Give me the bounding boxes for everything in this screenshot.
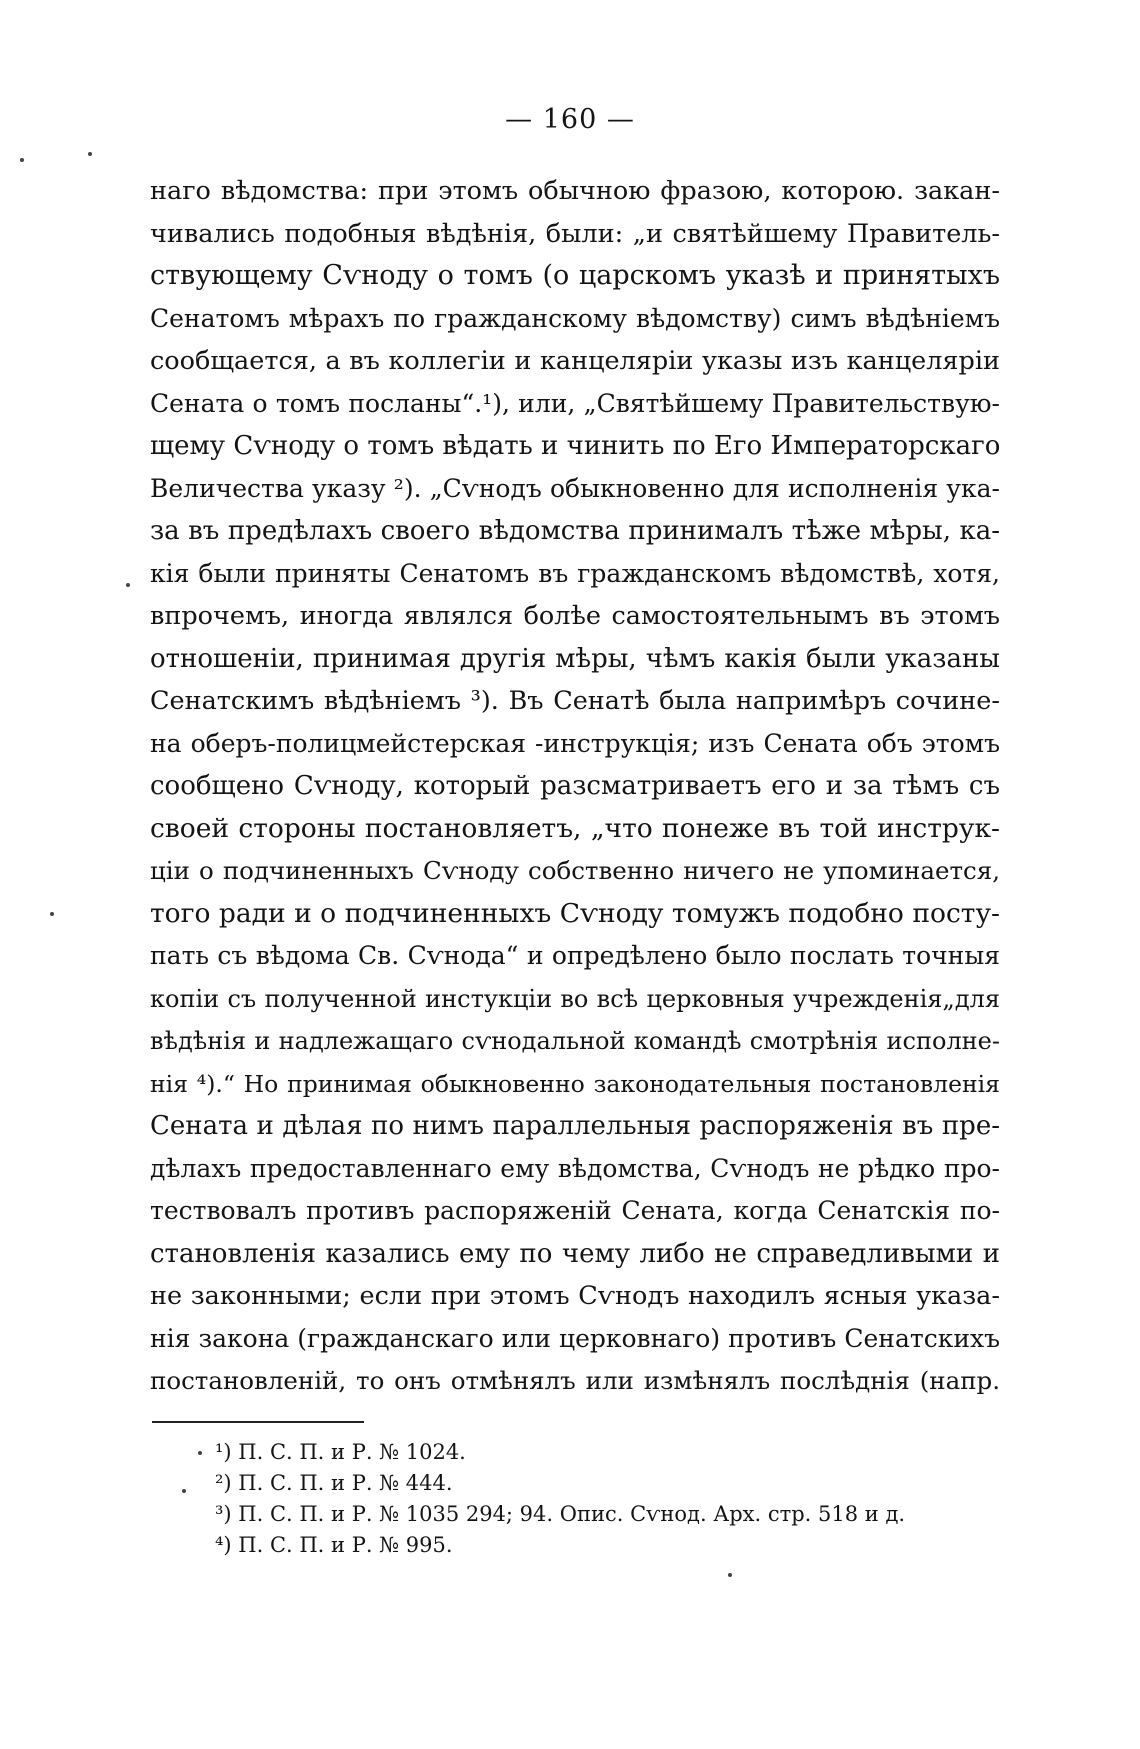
text-line: ствующему Сѵноду о томъ (о царскомъ указѣ и принятыхъ <box>150 260 1000 291</box>
text-line: своей стороны постановляетъ, „что понеже въ той инструк- <box>150 812 1000 844</box>
footnote-1: ¹) П. С. П. и Р. № 1024. <box>215 1440 466 1464</box>
text-line: щему Сѵноду о томъ вѣдать и чинить по Его Императорскаго <box>150 431 1001 461</box>
scan-speck <box>88 152 92 156</box>
footnote-divider <box>152 1421 364 1423</box>
text-line: того ради и о подчиненныхъ Сѵноду томужъ подобно посту- <box>150 897 1000 929</box>
text-line: ціи о подчиненныхъ Сѵноду собственно ничего не упоминается, <box>150 856 1000 885</box>
text-line: кія были приняты Сенатомъ въ гражданскомъ вѣдомствѣ, хотя, <box>150 558 1000 588</box>
text-line: вѣдѣнія и надлежащаго сѵнодальной командѣ смотрѣнія исполне- <box>150 1027 1000 1055</box>
text-line: постановленій, то онъ отмѣнялъ или измѣнялъ послѣднія (напр. <box>150 1366 1000 1395</box>
main-text-block <box>150 170 1000 1403</box>
text-line: пать съ вѣдома Св. Сѵнода“ и опредѣлено было послать точныя <box>150 941 1000 970</box>
text-line: дѣлахъ предоставленнаго ему вѣдомства, Сѵнодъ не рѣдко про- <box>150 1153 1000 1183</box>
text-line: Сената о томъ посланы“.¹), или, „Святѣйшему Правительствую- <box>150 388 1000 418</box>
text-line: нія закона (гражданскаго или церковнаго) противъ Сенатскихъ <box>150 1323 1000 1353</box>
page-number: — 160 — <box>505 104 635 135</box>
text-line: сообщено Сѵноду, который разсматриваетъ его и за тѣмъ съ <box>150 771 1000 801</box>
text-line: сообщается, а въ коллегіи и канцеляріи указы изъ канцеляріи <box>150 346 1000 376</box>
text-line: нія ⁴).“ Но принимая обыкновенно законодательныя постановленія <box>150 1069 1000 1098</box>
text-line: чивались подобныя вѣдѣнія, были: „и святѣйшему Правитель- <box>150 218 1000 249</box>
footnote-3: ³) П. С. П. и Р. № 1035 294; 94. Опис. Сѵнод. Арх. стр. 518 и д. <box>215 1502 906 1526</box>
text-line: отношеніи, принимая другія мѣры, чѣмъ какія были указаны <box>150 643 1000 674</box>
text-line: впрочемъ, иногда являлся болѣе самостоятельнымъ въ этомъ <box>150 601 1000 631</box>
text-line: Сенатскимъ вѣдѣніемъ ³). Въ Сенатѣ была напримѣръ сочине- <box>150 686 1000 716</box>
footnote-2: ²) П. С. П. и Р. № 444. <box>215 1471 453 1495</box>
text-line: наго вѣдомства: при этомъ обычною фразою, которою. закан- <box>150 176 1000 206</box>
text-line: Величества указу ²). „Сѵнодъ обыкновенно для исполненія ука- <box>150 473 1000 503</box>
scan-speck <box>50 912 54 916</box>
scan-speck <box>728 1573 732 1577</box>
scan-speck <box>198 1451 202 1455</box>
text-line: копіи съ полученной инстукціи во всѣ церковныя учрежденія„для <box>150 984 1000 1013</box>
text-line: становленія казались ему по чему либо не справедливыми и <box>150 1238 1000 1269</box>
text-line: не законными; если при этомъ Сѵнодъ находилъ ясныя указа- <box>150 1281 1000 1311</box>
text-line: за въ предѣлахъ своего вѣдомства принималъ тѣже мѣры, ка- <box>150 516 1000 546</box>
text-line: на оберъ-полицмейстерская -инструкція; изъ Сената объ этомъ <box>150 728 1000 758</box>
text-line: Сената и дѣлая по нимъ параллельныя распоряженія въ пре- <box>150 1111 1000 1141</box>
text-line: тествовалъ противъ распоряженій Сената, когда Сенатскія по- <box>150 1196 1000 1225</box>
footnotes-block <box>215 1437 1015 1561</box>
scan-speck <box>20 158 24 162</box>
text-line: Сенатомъ мѣрахъ по гражданскому вѣдомству) симъ вѣдѣніемъ <box>150 303 1000 333</box>
scan-speck <box>126 583 130 587</box>
scan-speck <box>182 1489 186 1493</box>
footnote-4: ⁴) П. С. П. и Р. № 995. <box>215 1533 453 1557</box>
